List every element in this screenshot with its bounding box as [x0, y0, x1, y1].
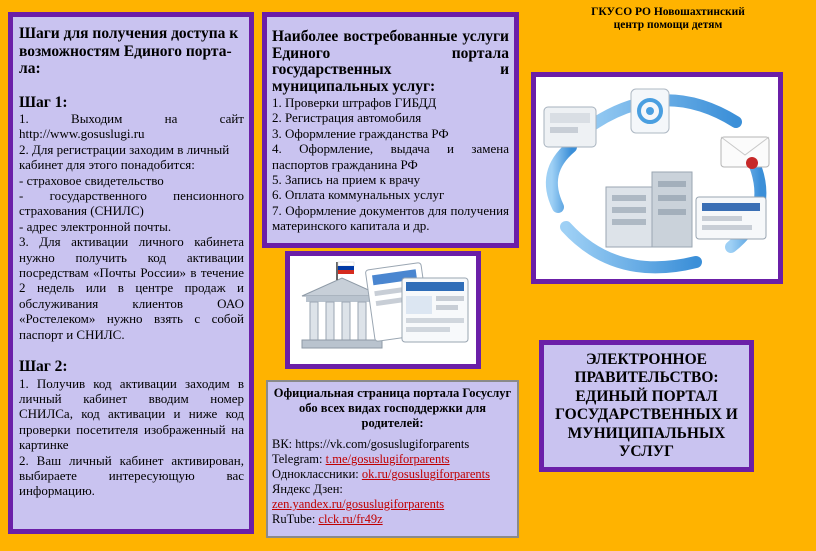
step2-title: Шаг 2: [19, 358, 68, 376]
service-item: 1. Проверки штрафов ГИБДД [272, 95, 437, 110]
brochure-title [539, 340, 754, 472]
telegram-line [272, 452, 513, 467]
dzen-line [272, 497, 513, 512]
rutube-line [272, 512, 513, 527]
step2-line: 1. Получив код активации заходим в личный кабинет вводим номер СНИЛСа, код активации и ниже код проверки посетителя изображенный на картинке [19, 375, 244, 453]
organization-line: центр помощи детям [613, 19, 723, 31]
ok-link[interactable]: ok.ru/gosuslugiforparents [361, 467, 490, 481]
service-item: 4. Оформление, выдача и замена паспортов гражданина РФ [272, 141, 509, 172]
government-building-icon [290, 256, 476, 364]
step1-line: 3. Для активации личного кабинета нужно получить код активации посредствам «Почты России» в течение 2 недель или в центре продаж и обслуживания клиентов ОАО «Ростелеком» нужно взять с собой паспорт и СНИЛС. [19, 234, 244, 342]
service-item: 6. Оплата коммунальных услуг [272, 187, 445, 203]
dzen-link[interactable]: zen.yandex.ru/gosuslugiforparents [272, 497, 445, 511]
service-item: 7. Оформление документов для получения материнского капитала и др. [272, 202, 509, 234]
services-panel [262, 12, 519, 248]
telegram-label: Telegram: [272, 452, 326, 466]
ok-line [272, 467, 513, 482]
organization-line: ГКУСО РО Новошахтинский [591, 6, 745, 18]
vk-line: ВК: https://vk.com/gosuslugiforparents [272, 437, 470, 451]
rutube-label: RuTube: [272, 512, 319, 526]
service-item: 2. Регистрация автомобиля [272, 110, 422, 126]
portal-illustration [285, 251, 481, 369]
network-diagram-icon [536, 77, 778, 279]
service-item: 3. Оформление гражданства РФ [272, 125, 449, 141]
service-item: 5. Запись на прием к врачу [272, 172, 421, 188]
step1-line: - адрес электронной почты. [19, 218, 172, 234]
step1-line: - страховое свидетельство [19, 172, 164, 188]
ok-label: Одноклассники: [272, 467, 362, 481]
services-heading: Наиболее востребованные услуги Единого портала государственных и муниципальных услуг: [272, 28, 509, 95]
telegram-link[interactable]: t.me/gosuslugiforparents [325, 452, 450, 466]
organization-name [530, 6, 806, 32]
steps-heading: Шаги для получения доступа к возможностям Единого портала: [19, 25, 239, 77]
rutube-link[interactable]: clck.ru/fr49z [318, 512, 383, 526]
step1-line: - государственного пенсионного страхования (СНИЛС) [19, 188, 244, 219]
brochure-title-text: ЭЛЕКТРОННОЕ ПРАВИТЕЛЬСТВО: ЕДИНЫЙ ПОРТАЛ ГОСУДАРСТВЕННЫХ И МУНИЦИПАЛЬНЫХ УСЛУГ [555, 350, 738, 460]
steps-panel [8, 12, 254, 534]
step1-line: 1. Выходим на сайт http://www.gosuslugi.ru [19, 111, 244, 142]
step2-line: 2. Ваш личный кабинет активирован, выбираете интересующую вас информацию. [19, 452, 244, 499]
official-pages-box [266, 380, 519, 538]
dzen-label: Яндекс Дзен: [272, 482, 343, 496]
step1-line: 2. Для регистрации заходим в личный кабинет для этого понадобится: [19, 141, 230, 173]
network-illustration [531, 72, 783, 284]
step1-title: Шаг 1: [19, 93, 68, 111]
official-pages-heading: Официальная страница портала Госуслуг обо всех видах господдержки для родителей: [273, 386, 512, 430]
